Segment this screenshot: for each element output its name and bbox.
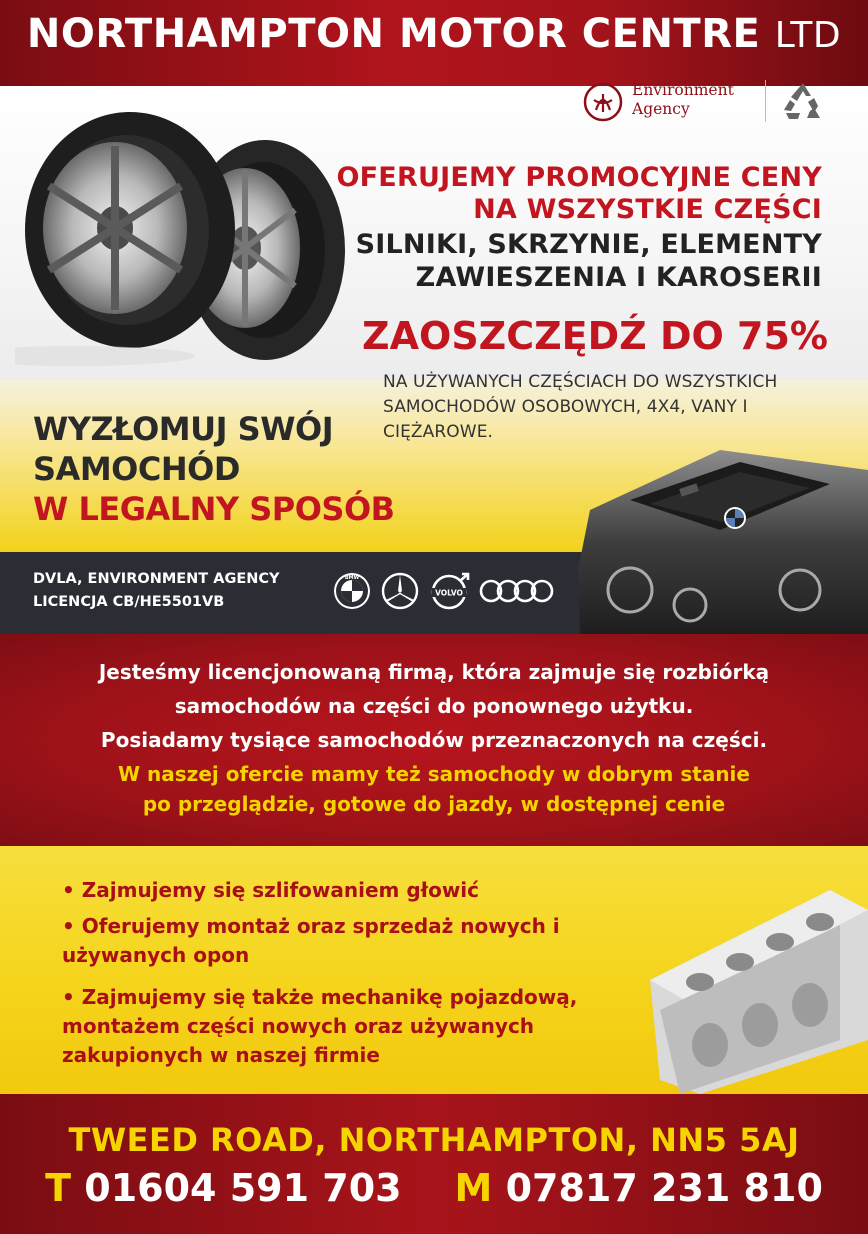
license-line-1: DVLA, ENVIRONMENT AGENCY (33, 571, 280, 587)
company-name-main: NORTHAMPTON MOTOR CENTRE (26, 11, 761, 57)
license-line-2: LICENCJA CB/HE5501VB (33, 594, 225, 610)
environment-agency-text (632, 81, 734, 119)
cylinder-head-image (640, 870, 868, 1094)
agency-line-2: Agency (632, 100, 690, 118)
mobile-label: M (454, 1166, 493, 1210)
about-line-2: samochodów na części do ponownego użytku. (174, 694, 694, 718)
phone-numbers (0, 1166, 868, 1210)
footer-contact (0, 1094, 868, 1234)
mercedes-logo-icon (381, 572, 419, 610)
address: TWEED ROAD, NORTHAMPTON, NN5 5AJ (68, 1121, 800, 1159)
used-parts-line-2: SAMOCHODÓW OSOBOWYCH, 4X4, VANY I (383, 397, 748, 417)
telephone-label: T (45, 1166, 72, 1210)
about-line-1: Jesteśmy licencjonowaną firmą, która zajmuje się rozbiórką (98, 660, 770, 684)
service-item: • Zajmujemy się także mechanikę pojazdową, montażem części nowych oraz używanych zakupionych w naszej firmie (62, 985, 578, 1067)
used-parts-line-3: CIĘŻAROWE. (383, 422, 494, 442)
recycle-icon (780, 80, 826, 122)
telephone-number[interactable]: 01604 591 703 (84, 1166, 402, 1210)
tyres-image (15, 110, 355, 372)
about-line-3: Posiadamy tysiące samochodów przeznaczonych na części. (100, 728, 768, 752)
bmw-logo-icon (333, 572, 371, 610)
offer-line-2: NA WSZYSTKIE CZĘŚCI (473, 194, 822, 225)
audi-logo-icon (478, 572, 556, 610)
scrap-line-3: W LEGALNY SPOSÓB (33, 490, 395, 528)
service-item: • Zajmujemy się szlifowaniem głowić (62, 878, 480, 902)
agency-line-1: Environment (632, 81, 734, 99)
used-parts-text (383, 370, 843, 445)
used-parts-line-1: NA UŻYWANYCH CZĘŚCIACH DO WSZYSTKICH (383, 372, 778, 392)
about-line-4: W naszej ofercie mamy też samochody w dobrym stanie (118, 762, 750, 786)
offer-line-4: ZAWIESZENIA I KAROSERII (415, 262, 822, 293)
volvo-logo-icon (428, 572, 472, 610)
offer-line-3: SILNIKI, SKRZYNIE, ELEMENTY (355, 229, 822, 260)
savings-headline: ZAOSZCZĘDŹ DO 75% (362, 314, 828, 358)
company-name (0, 11, 868, 57)
engine-image (570, 440, 868, 634)
scrap-line-1: WYZŁOMUJ SWÓJ (33, 410, 334, 448)
offer-line-1: OFERUJEMY PROMOCYJNE CENY (336, 162, 822, 193)
volvo-logo-text: VOLVO (435, 588, 463, 598)
company-name-suffix: LTD (774, 15, 842, 56)
mobile-number[interactable]: 07817 231 810 (505, 1166, 823, 1210)
bmw-logo-text: BMW (344, 574, 360, 581)
about-line-5: po przeglądzie, gotowe do jazdy, w dostępnej cenie (142, 792, 726, 816)
scrap-line-2: SAMOCHÓD (33, 450, 240, 488)
logo-divider (765, 80, 766, 122)
service-item: • Oferujemy montaż oraz sprzedaż nowych i używanych opon (62, 914, 560, 967)
